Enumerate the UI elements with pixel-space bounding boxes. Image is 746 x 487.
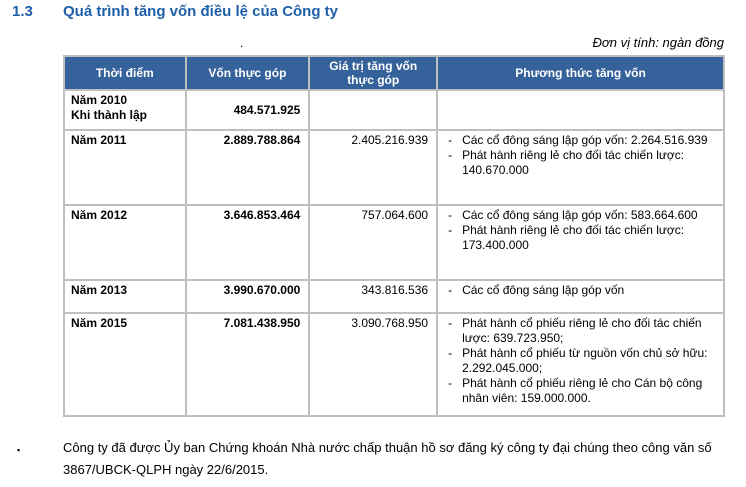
method-item [448, 208, 717, 223]
cell-increase: 2.405.216.939 [309, 130, 437, 205]
time-line: Năm 2011 [71, 133, 127, 147]
method-item [448, 148, 717, 178]
table-row [64, 313, 724, 416]
time-subline: Khi thành lập [71, 108, 147, 122]
cell-capital: 3.646.853.464 [186, 205, 310, 280]
section-number: 1.3 [12, 3, 33, 20]
cell-capital: 3.990.670.000 [186, 280, 310, 313]
method-text: Các cổ đông sáng lập góp vốn [462, 283, 625, 297]
note-text: Công ty đã được Ủy ban Chứng khoán Nhà nước chấp thuận hồ sơ đăng ký công ty đại chúng theo công văn số 3867/UBCK-QLPH ngày 22/6/2015. [63, 440, 712, 477]
time-line: Năm 2013 [71, 283, 128, 297]
method-item [448, 283, 717, 298]
table-row [64, 280, 724, 313]
method-dash: - [448, 133, 453, 147]
method-item [448, 346, 717, 376]
method-dash: - [448, 316, 453, 330]
cell-method [437, 90, 724, 130]
method-dash: - [448, 208, 453, 222]
cell-capital: 7.081.438.950 [186, 313, 310, 416]
time-line: Năm 2012 [71, 208, 128, 222]
cell-capital: 2.889.788.864 [186, 130, 310, 205]
cell-method [437, 280, 724, 313]
cell-capital [186, 90, 310, 130]
table-row [64, 205, 724, 280]
method-text: Phát hành riêng lẻ cho đối tác chiến lược: 140.670.000 [462, 148, 685, 177]
cell-time [64, 90, 186, 130]
method-item [448, 376, 717, 406]
cell-increase [309, 90, 437, 130]
header-method: Phương thức tăng vốn [437, 56, 724, 90]
method-item [448, 316, 717, 346]
section-title: Quá trình tăng vốn điều lệ của Công ty [63, 3, 339, 20]
method-dash: - [448, 346, 453, 360]
time-line: Năm 2015 [71, 316, 128, 330]
method-dash: - [448, 223, 453, 237]
cell-time [64, 205, 186, 280]
cell-time [64, 280, 186, 313]
cell-increase: 3.090.768.950 [309, 313, 437, 416]
section-heading [12, 3, 338, 20]
method-dash: - [448, 283, 453, 297]
cell-time [64, 130, 186, 205]
cell-increase: 343.816.536 [309, 280, 437, 313]
method-text: Phát hành cổ phiếu từ nguồn vốn chủ sở hữu: 2.292.045.000; [462, 346, 708, 375]
method-item [448, 133, 717, 148]
method-item [448, 223, 717, 253]
stray-dot: . [240, 36, 244, 50]
method-dash: - [448, 376, 453, 390]
table-row [64, 90, 724, 130]
header-capital: Vốn thực góp [186, 56, 310, 90]
cell-time [64, 313, 186, 416]
cell-increase: 757.064.600 [309, 205, 437, 280]
table-row [64, 130, 724, 205]
method-text: Các cổ đông sáng lập góp vốn: 583.664.600 [462, 208, 698, 222]
method-dash: - [448, 148, 453, 162]
capital-value: 484.571.925 [233, 102, 301, 117]
time-line: Năm 2010 [71, 93, 128, 107]
header-time: Thời điểm [64, 56, 186, 90]
method-text: Các cổ đông sáng lập góp vốn: 2.264.516.939 [462, 133, 708, 147]
table-header-row [64, 56, 724, 90]
method-text: Phát hành cổ phiếu riêng lẻ cho Cán bộ công nhân viên: 159.000.000. [462, 376, 703, 405]
method-text: Phát hành cổ phiếu riêng lẻ cho đối tác chiến lược: 639.723.950; [462, 316, 702, 345]
cell-method [437, 205, 724, 280]
unit-note: Đơn vị tính: ngàn đồng [592, 35, 724, 50]
capital-history-table [63, 55, 725, 417]
note-paragraph [17, 437, 727, 481]
square-bullet-icon: ▪ [17, 445, 21, 455]
method-text: Phát hành riêng lẻ cho đối tác chiến lược: 173.400.000 [462, 223, 685, 252]
cell-method [437, 130, 724, 205]
cell-method [437, 313, 724, 416]
header-increase: Giá trị tăng vốn thực góp [309, 56, 437, 90]
